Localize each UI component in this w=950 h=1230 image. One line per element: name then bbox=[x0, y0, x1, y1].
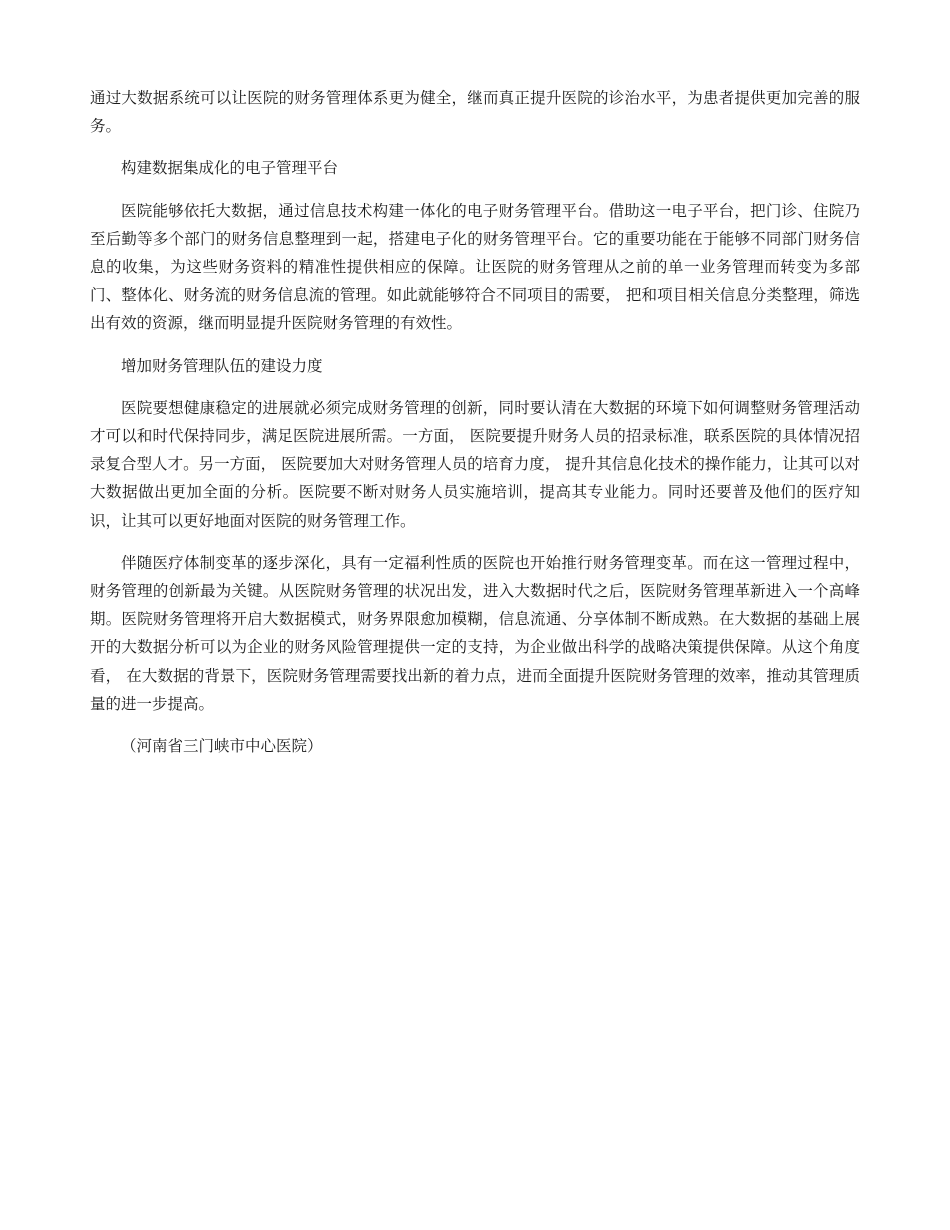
document-page bbox=[90, 84, 860, 760]
platform-paragraph: 医院能够依托大数据，通过信息技术构建一体化的电子财务管理平台。借助这一电子平台，把门诊、住院乃至后勤等多个部门的财务信息整理到一起，搭建电子化的财务管理平台。它的重要功能在于能够不同部门财务信息的收集，为这些财务资料的精准性提供相应的保障。让医院的财务管理从之前的单一业务管理而转变为多部门、整体化、财务流的财务信息流的管理。如此就能够符合不同项目的需要， 把和项目相关信息分类整理，筛选出有效的资源，继而明显提升医院财务管理的有效性。 bbox=[90, 201, 860, 333]
section-heading-team: 增加财务管理队伍的建设力度 bbox=[121, 356, 323, 375]
intro-paragraph: 通过大数据系统可以让医院的财务管理体系更为健全，继而真正提升医院的诊治水平，为患者提供更加完善的服务。 bbox=[90, 89, 860, 136]
author-affiliation: （河南省三门峡市中心医院） bbox=[121, 737, 323, 756]
conclusion-paragraph: 伴随医疗体制变革的逐步深化，具有一定福利性质的医院也开始推行财务管理变革。而在这一管理过程中，财务管理的创新最为关键。从医院财务管理的状况出发，进入大数据时代之后，医院财务管理革新进入一个高峰期。医院财务管理将开启大数据模式，财务界限愈加模糊，信息流通、分享体制不断成熟。在大数据的基础上展开的大数据分析可以为企业的财务风险管理提供一定的支持，为企业做出科学的战略决策提供保障。从这个角度看， 在大数据的背景下，医院财务管理需要找出新的着力点，进而全面提升医院财务管理的效率，推动其管理质量的进一步提高。 bbox=[90, 553, 860, 713]
section-heading-platform: 构建数据集成化的电子管理平台 bbox=[121, 159, 339, 178]
team-paragraph: 医院要想健康稳定的进展就必须完成财务管理的创新，同时要认清在大数据的环境下如何调整财务管理活动才可以和时代保持同步，满足医院进展所需。一方面， 医院要提升财务人员的招录标准，联系医院的具体情况招录复合型人才。另一方面， 医院要加大对财务管理人员的培育力度， 提升其信息化技术的操作能力，让其可以对大数据做出更加全面的分析。医院要不断对财务人员实施培训，提高其专业能力。同时还要普及他们的医疗知识，让其可以更好地面对医院的财务管理工作。 bbox=[90, 398, 860, 530]
